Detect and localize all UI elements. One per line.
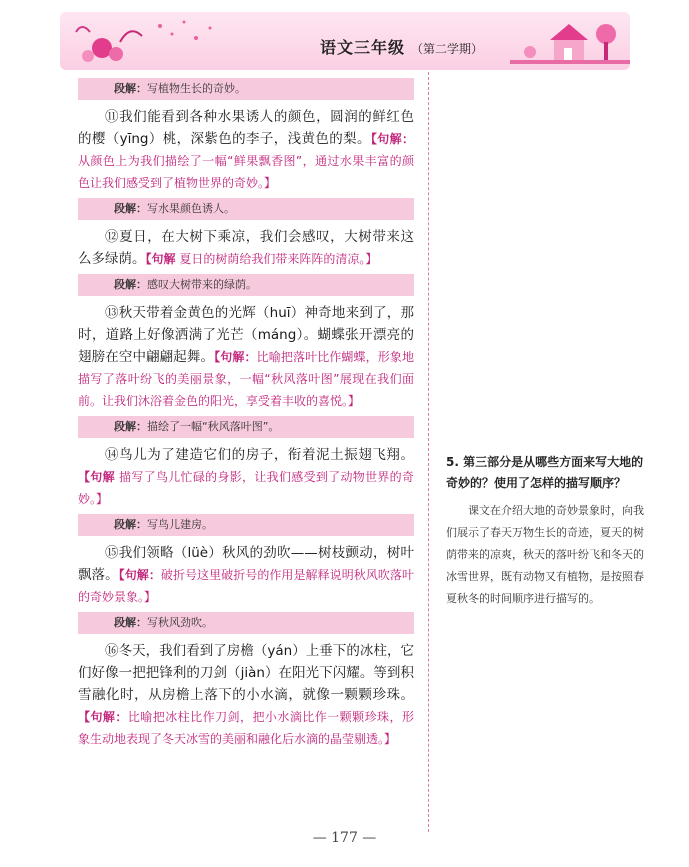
segment-label: 段解： xyxy=(114,202,147,215)
note-text: 破折号这里破折号的作用是解释说明秋风吹落叶的奇妙景象。】 xyxy=(78,568,414,604)
book-title-text: 语文三年级 xyxy=(320,38,406,57)
segment-annotation xyxy=(78,612,414,634)
segment-text: 写植物生长的奇妙。 xyxy=(147,82,246,95)
segment-text: 描绘了一幅“秋风落叶图”。 xyxy=(147,420,280,433)
sidebar-question-box xyxy=(446,452,646,610)
segment-annotation xyxy=(78,274,414,296)
paragraph-text: ⑫夏日，在大树下乘凉，我们会感叹，大树带来这么多绿荫。 xyxy=(78,229,414,267)
text-paragraph xyxy=(78,444,414,510)
segment-label: 段解： xyxy=(114,420,147,433)
segment-label: 段解： xyxy=(114,82,147,95)
text-paragraph xyxy=(78,226,414,270)
page-number: — 177 — xyxy=(312,830,377,846)
note-text: 描写了鸟儿忙碌的身影，让我们感受到了动物世界的奇妙。】 xyxy=(78,470,414,506)
sentence-note xyxy=(78,470,414,506)
segment-annotation xyxy=(78,514,414,536)
book-title xyxy=(320,35,483,58)
segment-text: 感叹大树带来的绿荫。 xyxy=(147,278,257,291)
segment-text: 写鸟儿建房。 xyxy=(147,518,213,531)
text-paragraph xyxy=(78,302,414,412)
note-text: 比喻把落叶比作蝴蝶，形象地描写了落叶纷飞的美丽景象，一幅“秋风落叶图”展现在我们面前。让我们沐浴着金色的阳光，享受着丰收的喜悦。】 xyxy=(78,350,414,408)
note-label: 【句解： xyxy=(214,350,257,364)
main-column xyxy=(78,78,414,754)
segment-label: 段解： xyxy=(114,518,147,531)
segment-label: 段解： xyxy=(114,278,147,291)
text-paragraph xyxy=(78,106,414,194)
segment-text: 写水果颜色诱人。 xyxy=(147,202,235,215)
sidebar-answer: 课文在介绍大地的奇妙景象时，向我们展示了春天万物生长的奇迹，夏天的树荫带来的凉爽，秋天的落叶纷飞和冬天的冰雪世界，既有动物又有植物，是按照春夏秋冬的时间顺序进行描写的。 xyxy=(446,504,644,605)
text-paragraph xyxy=(78,542,414,608)
sentence-note xyxy=(78,568,414,604)
page-header xyxy=(60,12,630,70)
sentence-note xyxy=(146,252,378,266)
decorative-flowers-left xyxy=(60,12,220,70)
sidebar-question: 5. 第三部分是从哪些方面来写大地的奇妙的？使用了怎样的描写顺序？ xyxy=(446,455,644,490)
note-label: 【句解： xyxy=(370,132,414,146)
note-text: 夏日的树荫给我们带来阵阵的清凉。】 xyxy=(175,252,378,266)
paragraph-text: ⑭鸟儿为了建造它们的房子，衔着泥土振翅飞翔。 xyxy=(105,447,414,463)
note-label: 【句解： xyxy=(78,710,128,724)
note-label: 【句解 xyxy=(145,252,176,266)
column-divider xyxy=(428,72,429,832)
decorative-house-tree-right xyxy=(510,12,630,70)
sentence-note xyxy=(78,710,414,746)
segment-annotation xyxy=(78,198,414,220)
paragraph-text: ⑪我们能看到各种水果诱人的颜色，圆润的鲜红色的樱（yīng）桃，深紫色的李子，浅黄色的梨。 xyxy=(78,109,414,147)
book-subtitle: （第二学期） xyxy=(411,42,484,56)
segment-annotation xyxy=(78,416,414,438)
paragraph-text: ⑬秋天带着金黄色的光辉（huī）神奇地来到了，那时，道路上好像洒满了光芒（máng）。蝴蝶张开漂亮的翅膀在空中翩翩起舞。 xyxy=(78,305,414,365)
note-text: 比喻把冰柱比作刀剑，把小水滴比作一颗颗珍珠，形象生动地表现了冬天冰雪的美丽和融化后水滴的晶莹剔透。】 xyxy=(78,710,414,746)
text-paragraph xyxy=(78,640,414,750)
paragraph-text: ⑮我们领略（lüè）秋风的劲吹——树枝颤动，树叶飘落。 xyxy=(78,545,414,583)
segment-text: 写秋风劲吹。 xyxy=(147,616,213,629)
segment-label: 段解： xyxy=(114,616,147,629)
segment-annotation xyxy=(78,78,414,100)
note-label: 【句解 xyxy=(78,470,115,484)
paragraph-text: ⑯冬天，我们看到了房檐（yán）上垂下的冰柱，它们好像一把把锋利的刀剑（jiàn）在阳光下闪耀。等到积雪融化时，从房檐上落下的小水滴，就像一颗颗珍珠。 xyxy=(78,643,414,703)
note-label: 【句解： xyxy=(118,568,161,582)
note-text: 从颜色上为我们描绘了一幅“鲜果飘香图”，通过水果丰富的颜色让我们感受到了植物世界的奇妙。】 xyxy=(78,154,414,190)
